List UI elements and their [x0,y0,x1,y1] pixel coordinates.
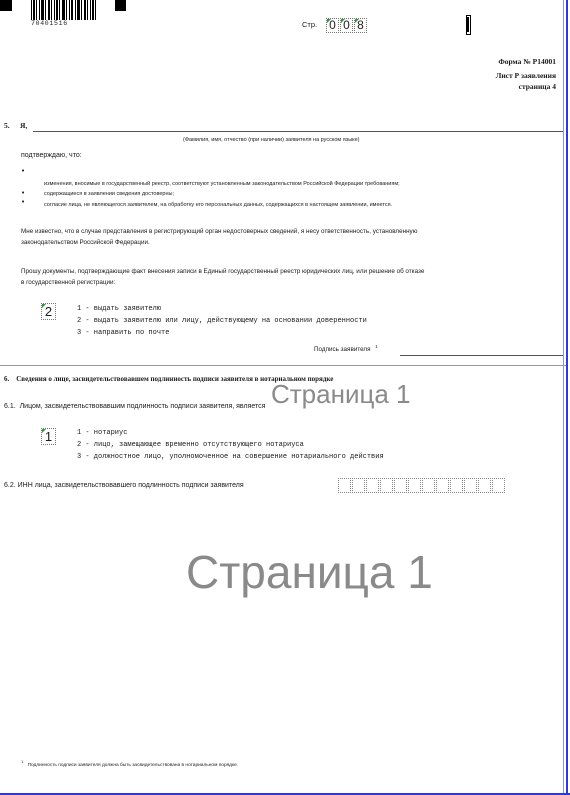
section5-lead: Я, [20,121,28,130]
issue-option: 1 - выдать заявителю [77,305,162,313]
inn-cell[interactable] [492,478,505,493]
bullet-text: содержащиеся в заявлении сведения достоверны; [44,191,174,197]
issue-method-field[interactable]: 2 [41,303,56,320]
bullet-text: согласие лица, не являющегося заявителем, на обработку его персональных данных, содержащихся в настоящем заявлении, имеется. [44,202,393,208]
page-digit: 0 [340,18,353,33]
signature-label-text: Подпись заявителя [314,346,371,354]
inn-cells[interactable] [338,478,506,493]
bullet-marker: • [21,198,26,206]
page-digit: 8 [354,18,367,33]
certifier-option: 3 - должностное лицо, уполномоченное на совершение нотариального действия [77,453,384,461]
sheet-marker-core [467,17,469,32]
page-label: Стр. [302,20,318,29]
question-6-1: 6.1. Лицом, засвидетельствовавшим подлинность подписи заявителя, является [4,403,266,410]
certifier-option: 1 - нотариус [77,429,128,437]
inn-cell[interactable] [338,478,351,493]
corner-marker-top-left [0,0,12,11]
section5-number: 5. [4,121,10,130]
barcode-number: 70401516 [31,20,68,27]
applicant-name-caption: (Фамилия, имя, отчество (при наличии) заявителя на русском языке) [183,137,360,143]
inn-cell[interactable] [422,478,435,493]
inn-cell[interactable] [352,478,365,493]
form-number: Форма № Р14001 [498,57,556,66]
certifier-type-field[interactable]: 1 [41,428,56,445]
request-text-line2: в государственной регистрации: [21,279,116,286]
scan-edge-right [566,0,568,795]
signature-line[interactable] [400,355,563,356]
inn-cell[interactable] [464,478,477,493]
question-6-2: 6.2. ИНН лица, засвидетельствовавшего подлинность подписи заявителя [4,482,244,489]
corner-marker-top-right [115,0,126,11]
footnote-text: Подлинность подписи заявителя должна быть засвидетельствована в нотариальном порядке. [27,762,239,768]
bullet-text: изменения, вносимые в государственный реестр, соответствуют установленным законодательством Российской Федерации требованиям; [44,181,400,187]
signature-label [314,344,378,353]
inn-cell[interactable] [450,478,463,493]
form-header [496,56,556,92]
scan-edge-inner [563,0,564,795]
confirm-text: подтверждаю, что: [21,152,82,159]
sheet-name: Лист Р заявления [495,71,556,80]
page-number-cells [326,18,368,33]
bullet-marker: • [21,189,26,197]
barcode-graphic [31,0,97,20]
footnote-marker: 1 [21,759,24,764]
request-text-line1: Прошу документы, подтверждающие факт внесения записи в Единый государственный реестр юридических лиц, или решение об отказе [21,268,425,275]
responsibility-text-line1: Мне известно, что в случае представления в регистрирующий орган недостоверных сведений, я несу ответственность, установленную [21,228,418,235]
page-digit: 0 [326,18,339,33]
inn-cell[interactable] [478,478,491,493]
section6-title: 6. Сведения о лице, засвидетельствовавшем подлинность подписи заявителя в нотариальном порядке [4,375,334,383]
bullet-marker: • [21,167,26,175]
inn-cell[interactable] [436,478,449,493]
inn-cell[interactable] [366,478,379,493]
footnote [21,759,238,768]
watermark-middle: Страница 1 [186,546,433,598]
watermark-top: Страница 1 [271,379,411,409]
issue-option: 3 - направить по почте [77,329,170,337]
issue-option: 2 - выдать заявителю или лицу, действующему на основании доверенности [77,317,367,325]
applicant-name-line[interactable] [33,131,563,132]
sheet-page: страница 4 [518,82,556,91]
inn-cell[interactable] [408,478,421,493]
signature-footnote-ref: 1 [375,344,378,349]
section-divider [0,365,566,366]
certifier-option: 2 - лицо, замещающее временно отсутствующего нотариуса [77,441,304,449]
responsibility-text-line2: законодательством Российской Федерации. [21,239,150,246]
inn-cell[interactable] [380,478,393,493]
inn-cell[interactable] [394,478,407,493]
